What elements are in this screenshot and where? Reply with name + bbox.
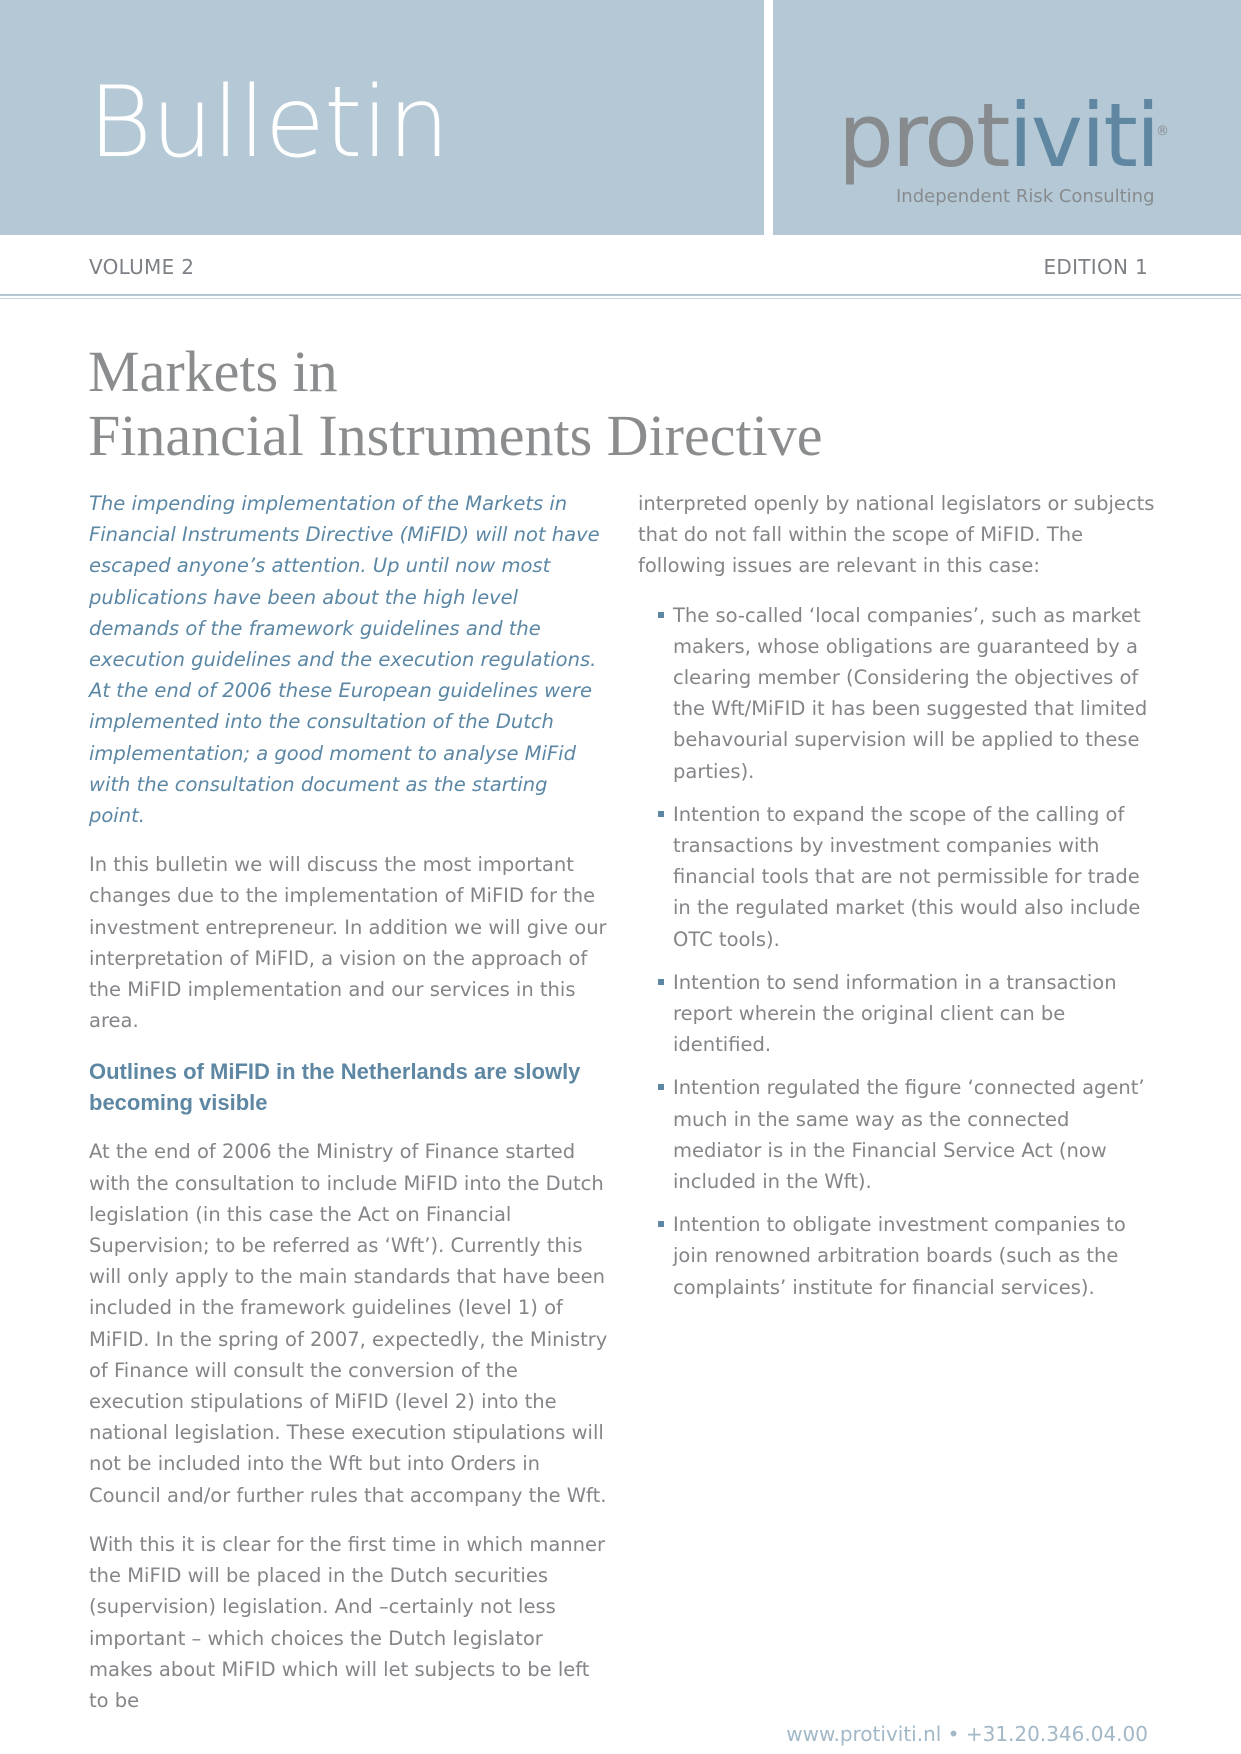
bullet-icon [658,612,664,618]
logo-text-grey: prot [838,84,1009,187]
protiviti-logo [838,84,1178,212]
list-item [638,799,1158,955]
logo-registered-mark: ® [1156,124,1169,139]
list-item-text: Intention to obligate investment companies to join renowned arbitration boards (such as the complaints’ institute for financial services). [673,1213,1126,1299]
paragraph-1: In this bulletin we will discuss the most important changes due to the implementation of MiFID for the investment entrepreneur. In addition we will give our interpretation of MiFID, a vision on the approach of the MiFID implementation and our services in this area. [89,853,607,1033]
left-column [89,488,609,1734]
list-item-text: Intention regulated the figure ‘connected agent’ much in the same way as the connected mediator is in the Financial Service Act (now included in the Wft). [673,1076,1145,1194]
paragraph-2: At the end of 2006 the Ministry of Finance started with the consultation to include MiFID into the Dutch legislation (in this case the Act on Financial Supervision; to be referred as ‘Wft’). Currently this will only apply to the main standards that have been included in the framework guidelines (level 1) of MiFID. In the spring of 2007, expectedly, the Ministry of Finance will consult the conversion of the execution stipulations of MiFID (level 2) into the national legislation. These execution stipulations will not be included into the Wft but into Orders in Council and/or further rules that accompany the Wft. [89,1140,608,1507]
list-item [638,1209,1158,1303]
intro-paragraph: The impending implementation of the Markets in Financial Instruments Directive (MiFID) will not have escaped anyone’s attention. Up until now most publications have been about the high level demands of the framework guidelines and the execution guidelines and the execution regulations. At the end of 2006 these European guidelines were implemented into the consultation of the Dutch implementation; a good moment to analyse MiFid with the consultation document as the starting point. [89,492,600,828]
logo-tagline: Independent Risk Consulting [896,186,1155,207]
bullet-icon [658,1084,664,1090]
section-heading: Outlines of MiFID in the Netherlands are slowly becoming visible [89,1059,581,1116]
bullet-icon [658,979,664,985]
article-title-line-1: Markets in [88,339,338,404]
bullet-icon [658,811,664,817]
logo-wordmark [838,84,1159,187]
list-item-text: Intention to send information in a transaction report wherein the original client can be identified. [673,970,1117,1057]
list-item-text: Intention to expand the scope of the calling of transactions by investment companies with financial tools that are not permissible for trade in the regulated market (this would also include OTC tools). [673,802,1141,951]
divider-thin [0,298,1241,299]
divider [0,294,1241,296]
footer-contact: www.protiviti.nl • +31.20.346.04.00 [786,1722,1148,1746]
paragraph-3: With this it is clear for the first time in which manner the MiFID will be placed in the Dutch securities (supervision) legislation. And –certainly not less important – which choices the Dutch legislator makes about MiFID which will let subjects to be left to be [89,1532,606,1712]
issues-list [638,600,1158,1303]
list-item [638,600,1158,787]
article-title-line-2: Financial Instruments Directive [88,403,823,468]
list-item [638,1072,1158,1197]
paragraph-4: interpreted openly by national legislators or subjects that do not fall within the scope of MiFID. The following issues are relevant in this case: [638,492,1155,578]
list-item-text: The so-called ‘local companies’, such as market makers, whose obligations are guaranteed by a clearing member (Considering the objectives of the Wft/MiFID it has been suggested that limited behavourial supervision will be applied to these parties). [673,603,1148,783]
edition-label: EDITION 1 [1043,255,1148,279]
volume-label: VOLUME 2 [89,255,195,279]
logo-text-blue: iviti [1008,84,1159,187]
bulletin-title: Bulletin [88,66,449,180]
list-item [638,967,1158,1061]
article-title [88,340,822,468]
right-column [638,488,1158,1315]
bullet-icon [658,1221,664,1227]
